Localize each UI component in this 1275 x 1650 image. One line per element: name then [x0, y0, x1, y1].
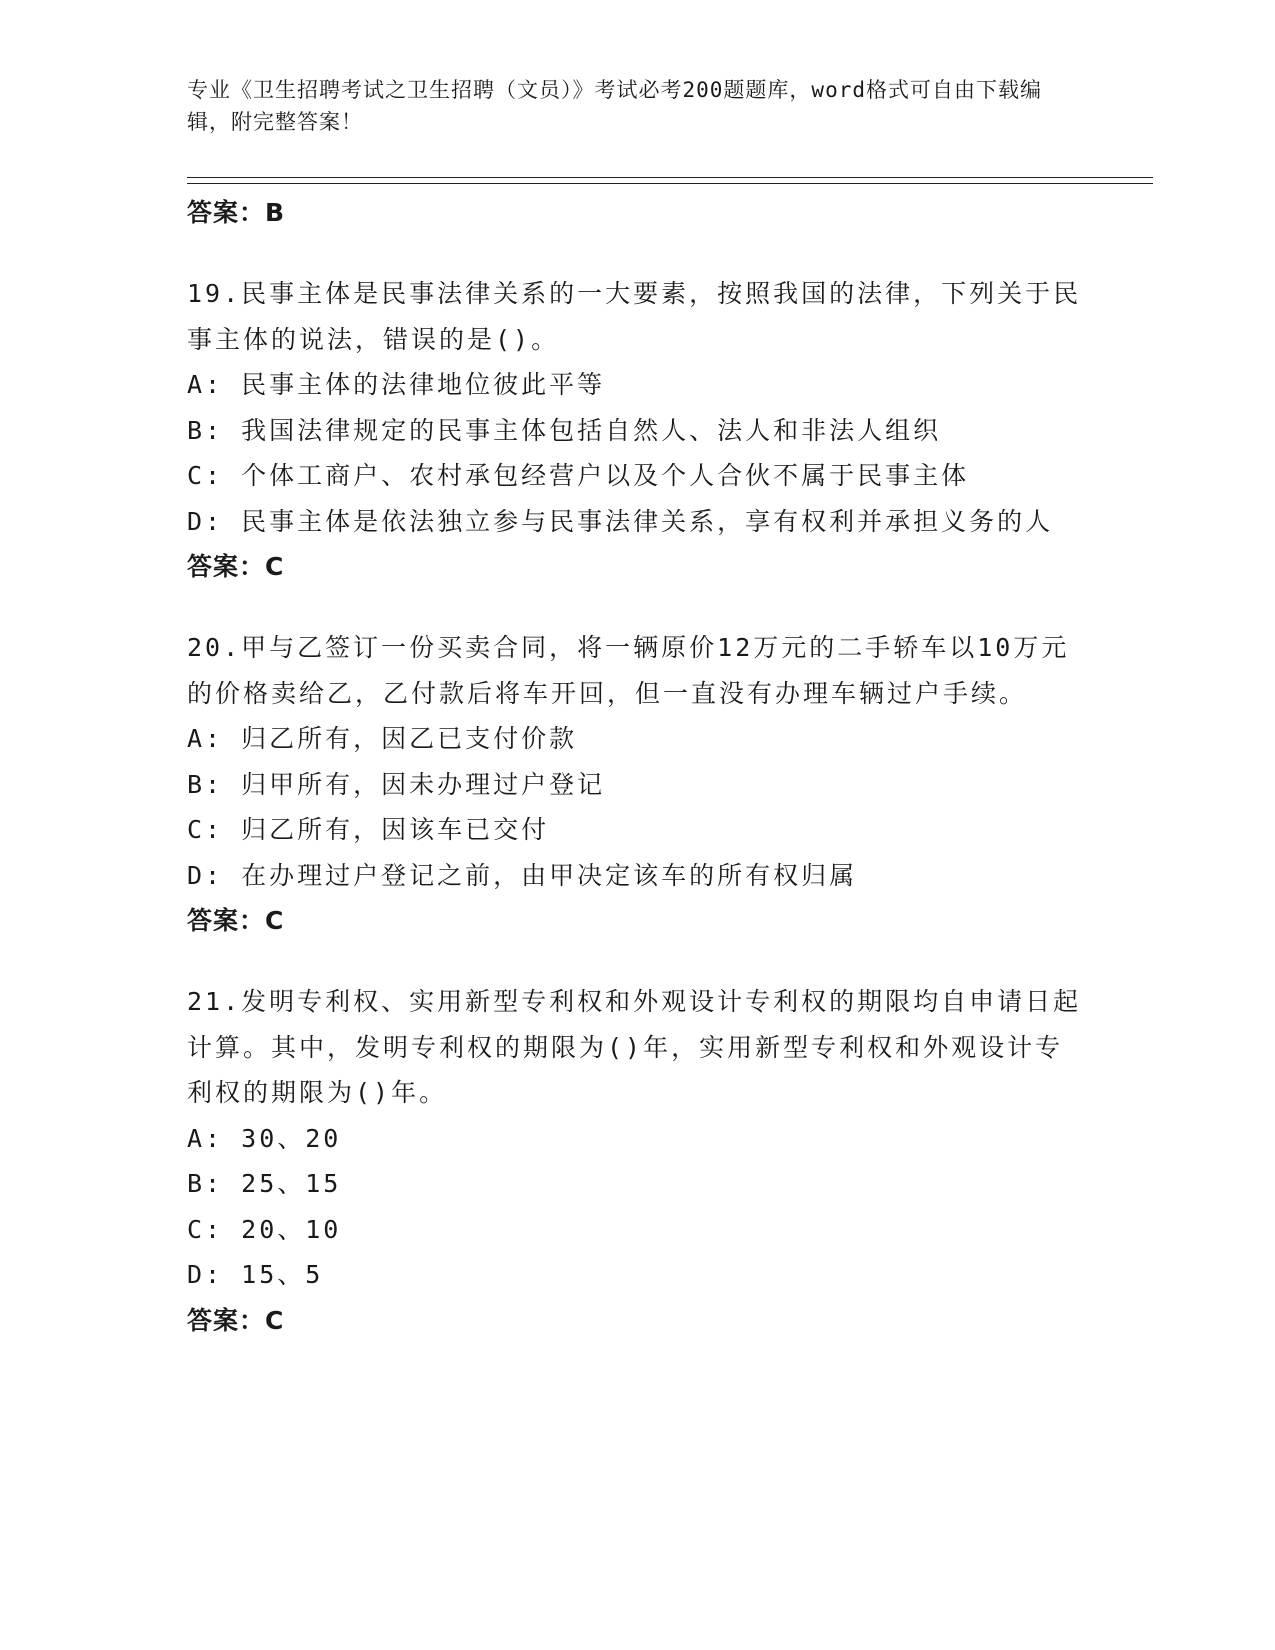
answer-line: 答案：C: [187, 906, 285, 935]
option-d: D: 民事主体是依法独立参与民事法律关系，享有权利并承担义务的人: [187, 506, 1054, 536]
header-rule-bottom: [187, 183, 1153, 184]
answer-line: 答案：C: [187, 1305, 285, 1335]
option-a: A: 民事主体的法律地位彼此平等: [187, 370, 606, 399]
option-d: D: 在办理过户登记之前，由甲决定该车的所有权归属: [187, 860, 858, 890]
question-20: [187, 625, 1087, 944]
option-c: C: 20、10: [187, 1214, 342, 1244]
question-19: [187, 271, 1087, 590]
document-body: [187, 190, 1087, 1379]
document-header: 专业《卫生招聘考试之卫生招聘（文员）》考试必考200题题库，word格式可自由下载编辑，附完整答案！: [187, 78, 1042, 134]
option-a: A: 归乙所有，因乙已支付价款: [187, 724, 578, 753]
header-rule-top: [187, 177, 1153, 178]
answer-line: 答案：C: [187, 552, 285, 581]
option-c: C: 个体工商户、农村承包经营户以及个人合伙不属于民事主体: [187, 461, 970, 490]
option-c: C: 归乙所有，因该车已交付: [187, 815, 550, 844]
option-b: B: 25、15: [187, 1169, 342, 1198]
question-stem: 21.发明专利权、实用新型专利权和外观设计专利权的期限均自申请日起计算。其中，发明专利权的期限为()年，实用新型专利权和外观设计专利权的期限为()年。: [187, 987, 1082, 1107]
question-21: [187, 979, 1087, 1344]
option-a: A: 30、20: [187, 1123, 342, 1153]
option-d: D: 15、5: [187, 1260, 324, 1289]
option-b: B: 我国法律规定的民事主体包括自然人、法人和非法人组织: [187, 415, 942, 445]
answer-line: 答案：B: [187, 198, 286, 227]
question-stem: 20.甲与乙签订一份买卖合同，将一辆原价12万元的二手轿车以10万元的价格卖给乙，乙付款后将车开回，但一直没有办理车辆过户手续。: [187, 633, 1070, 708]
question-stem: 19.民事主体是民事法律关系的一大要素，按照我国的法律，下列关于民事主体的说法，错误的是()。: [187, 279, 1082, 354]
option-b: B: 归甲所有，因未办理过户登记: [187, 769, 606, 799]
